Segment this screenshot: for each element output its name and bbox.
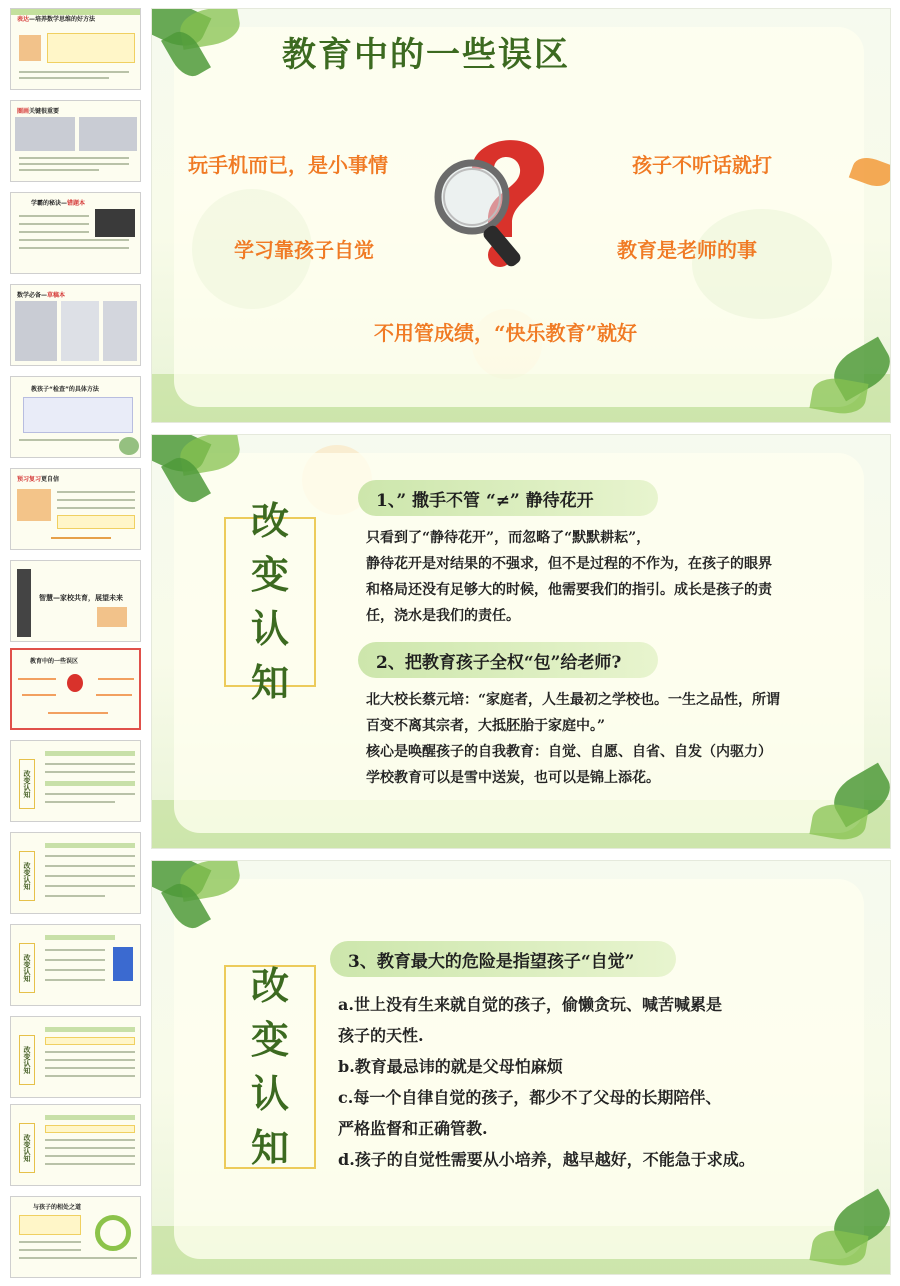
slide-thumbnail-3[interactable] bbox=[10, 192, 141, 274]
myth-text: 学习靠孩子自觉 bbox=[234, 238, 374, 262]
myth-text: 教育是老师的事 bbox=[617, 238, 757, 262]
thumbnail-title: 教孩子“检查”的具体方法 bbox=[31, 386, 99, 393]
slide-thumbnail-panel bbox=[0, 0, 150, 1286]
slide-change-mindset-1[interactable] bbox=[151, 434, 891, 849]
section-heading: 2、把教育孩子全权“包”给老师? bbox=[358, 642, 658, 678]
thumbnail-title: 改变认知 bbox=[19, 943, 35, 993]
thumbnail-title: 教育中的一些误区 bbox=[30, 658, 79, 665]
thumbnail-title: 改变认知 bbox=[19, 1123, 35, 1173]
thumbnail-title: 预习复习更自信 bbox=[17, 476, 60, 483]
slide-change-mindset-2[interactable] bbox=[151, 860, 891, 1275]
draft-photo bbox=[15, 301, 57, 361]
question-magnifier-icon bbox=[432, 127, 562, 272]
myth-text: 玩手机而已，是小事情 bbox=[188, 153, 388, 177]
draft-photo bbox=[103, 301, 137, 361]
worksheet-photo bbox=[15, 117, 75, 151]
draft-photo bbox=[61, 301, 99, 361]
slide-thumbnail-12[interactable] bbox=[10, 1016, 141, 1098]
thumbnail-title: 表达—培养数学思维的好方法 bbox=[17, 16, 96, 23]
thumbnail-title: 与孩子的相处之道 bbox=[33, 1204, 82, 1211]
question-mark-icon bbox=[67, 674, 83, 692]
child-illustration bbox=[19, 35, 41, 61]
thumbnail-title: 改变认知 bbox=[19, 759, 35, 809]
slide-thumbnail-8[interactable] bbox=[10, 648, 141, 730]
section-heading: 3、教育最大的危险是指望孩子“自觉” bbox=[330, 941, 676, 977]
worksheet-photo bbox=[79, 117, 137, 151]
slide-title: 教育中的一些误区 bbox=[282, 35, 570, 75]
slide-thumbnail-13[interactable] bbox=[10, 1104, 141, 1186]
thumbnail-title: 改变认知 bbox=[19, 851, 35, 901]
kids-illustration bbox=[97, 607, 127, 627]
section-heading: 1、” 撒手不管 “≠” 静待花开 bbox=[358, 480, 658, 516]
slide-thumbnail-14[interactable] bbox=[10, 1196, 141, 1278]
cycle-diagram bbox=[95, 1215, 131, 1251]
thumbnail-title: 改变认知 bbox=[19, 1035, 35, 1085]
thumbnail-title: 智慧—家校共育，展望未来 bbox=[39, 594, 123, 602]
slide-myths[interactable] bbox=[151, 8, 891, 423]
myth-text: 孩子不听话就打 bbox=[632, 153, 772, 177]
thumbnail-title: 圈画关键很重要 bbox=[17, 108, 60, 115]
slide-thumbnail-2[interactable] bbox=[10, 100, 141, 182]
slide-thumbnail-4[interactable] bbox=[10, 284, 141, 366]
slide-thumbnail-1[interactable] bbox=[10, 8, 141, 90]
slide-thumbnail-11[interactable] bbox=[10, 924, 141, 1006]
thumbnail-title: 学霸的秘诀—错题本 bbox=[31, 200, 86, 207]
section-paragraph: 只看到了“静待花开”，而忽略了“默默耕耘”， 静待花开是对结果的不强求，但不是过程的不作为，在孩子的眼界 和格局还没有足够大的时候，他需要我们的指引。成长是孩子的责 任，浇水是我们的责任。 bbox=[366, 530, 772, 624]
slide-thumbnail-5[interactable] bbox=[10, 376, 141, 458]
vertical-heading: 改 变 认 知 bbox=[224, 965, 316, 1169]
kids-illustration bbox=[17, 489, 51, 521]
phone-illustration bbox=[113, 947, 133, 981]
vertical-heading: 改 变 认 知 bbox=[224, 517, 316, 687]
slide-thumbnail-6[interactable] bbox=[10, 468, 141, 550]
myth-text: 不用管成绩，“快乐教育”就好 bbox=[374, 321, 638, 345]
notebook-photo bbox=[95, 209, 135, 237]
section-paragraph: a.世上没有生来就自觉的孩子，偷懒贪玩、喊苦喊累是 孩子的天性. b.教育最忌讳的就是父母怕麻烦 c.每一个自律自觉的孩子，都少不了父母的长期陪伴、 严格监督和正确管教. d.孩子的自觉性需要从小培养，越早越好，不能急于求成。 bbox=[338, 995, 755, 1169]
slide-thumbnail-10[interactable] bbox=[10, 832, 141, 914]
slide-thumbnail-9[interactable] bbox=[10, 740, 141, 822]
slide-thumbnail-7[interactable] bbox=[10, 560, 141, 642]
section-paragraph: 北大校长蔡元培：“家庭者，人生最初之学校也。一生之品性，所谓 百变不离其宗者，大抵胚胎于家庭中。” 核心是唤醒孩子的自我教育：自觉、自愿、自省、自发（内驱力） 学校教育可以是雪中送炭，也可以是锦上添花。 bbox=[366, 692, 781, 786]
ladder-illustration bbox=[17, 569, 31, 637]
thumbnail-title: 数学必备—草稿本 bbox=[17, 292, 66, 299]
